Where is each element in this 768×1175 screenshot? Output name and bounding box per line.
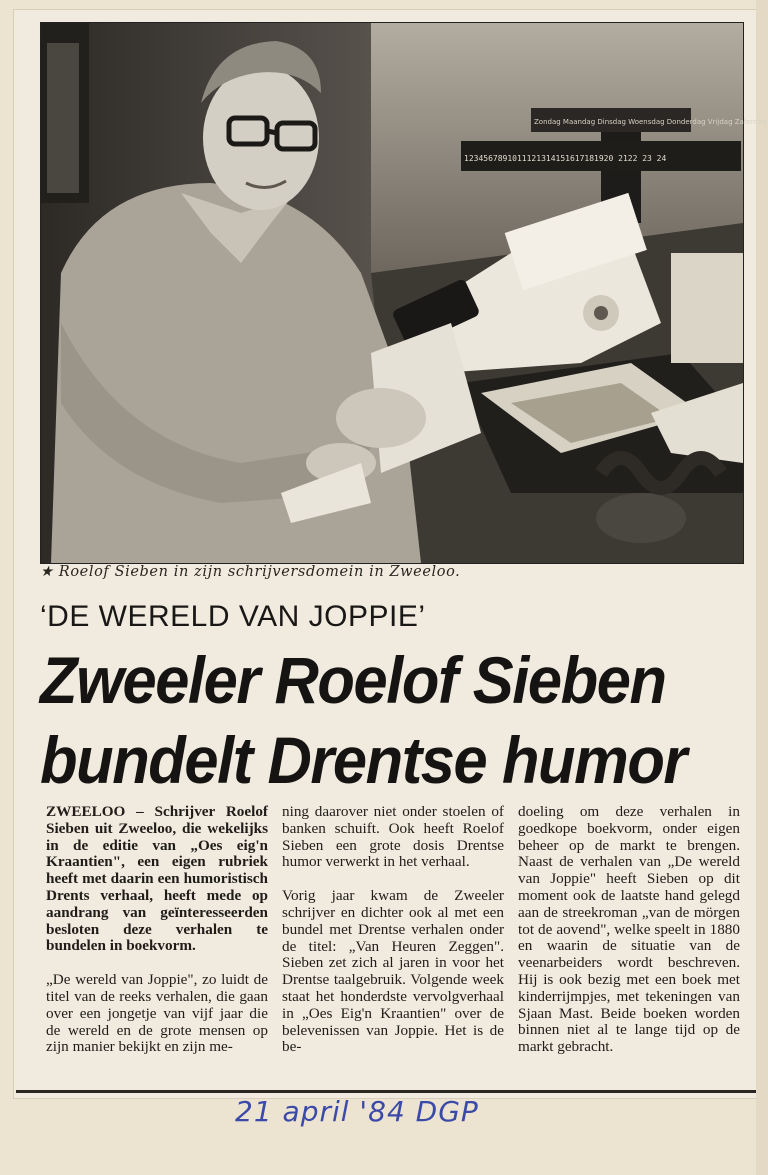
scan-edge	[756, 0, 768, 1175]
headline	[40, 640, 693, 800]
article-column-2	[282, 804, 504, 1056]
photo-caption: ★ Roelof Sieben in zijn schrijversdomein in Zweeloo.	[40, 564, 461, 580]
article-paragraph: ning daarover niet onder stoelen of banken schuift. Ook heeft Roelof Sieben een grote dosis Drentse humor verwerkt in het verhaal.	[282, 803, 504, 871]
article-lead: ZWEELOO – Schrijver Roelof Sieben uit Zweeloo, die wekelijks in de editie van „Oes eig'n Kraantien", een eigen rubriek heeft met daarin een humoristisch Drents verhaal, heeft mede op aandrang van geïnteresseerden besloten deze verhalen te bundelen in boekvorm.	[46, 803, 268, 955]
article-column-3	[518, 804, 740, 1056]
article-paragraph: doeling om deze verhalen in goedkope boekvorm, onder eigen beheer op de markt te brengen. Naast de verhalen van „De wereld van Joppie" heeft Sieben op dit moment ook de laatste hand gelegd aan de streekroman „van de mörgen tot de aovend", welke speelt in 1880 en waarin de situatie van de veenarbeiders wordt beschreven. Hij is ook bezig met een boek met kinderrijmpjes, met tekeningen van Sjaan Mast. Beide boeken worden binnen niet al te lange tijd op de markt gebracht.	[518, 803, 740, 1056]
kicker-title: ‘DE WERELD VAN JOPPIE’	[40, 600, 426, 633]
ruler-text: 1234567891011121314151617181920 2122 23 24	[464, 154, 667, 163]
article-photo	[40, 22, 767, 564]
handwritten-date-note: 21 april '84 DGP	[235, 1095, 479, 1128]
headline-line-1: Zweeler Roelof Sieben	[40, 643, 666, 717]
article-paragraph: Vorig jaar kwam de Zweeler schrijver en dichter ook al met een bundel met Drentse verhalen onder de titel: „Van Heuren Zeggen". Sieben zet zich al jaren in voor het Drentse taalgebruik. Volgende week staat het honderdste vervolgverhaal in „Oes Eig'n Kraantien" over de belevenissen van Joppie. Het is de be-	[282, 887, 504, 1056]
photo-man-at-typewriter-icon	[41, 23, 767, 563]
desk-sign-text: Zondag Maandag Dinsdag Woensdag Donderdag Vrijdag Zaterdag	[534, 118, 767, 126]
headline-line-2: bundelt Drentse humor	[40, 723, 686, 797]
bottom-rule	[16, 1090, 756, 1093]
article-paragraph: „De wereld van Joppie", zo luidt de titel van de reeks verhalen, die gaan over een jongetje van vijf jaar die de wereld en de grote mensen op zijn manier bekijkt en zijn me-	[46, 971, 268, 1056]
article-column-1	[46, 804, 268, 1056]
